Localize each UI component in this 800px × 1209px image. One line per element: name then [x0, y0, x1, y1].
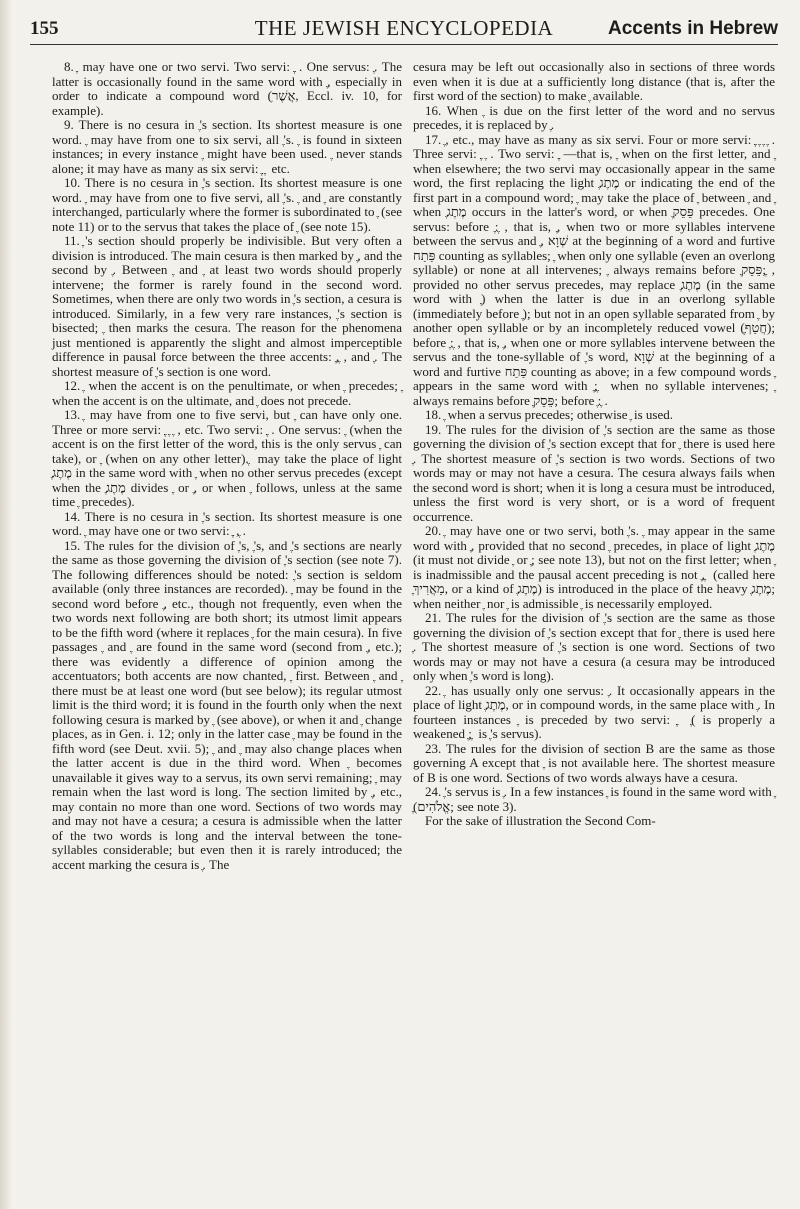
running-title: THE JEWISH ENCYCLOPEDIA	[254, 16, 554, 40]
paragraph: 24. ֶ's servus is ֶ. In a few instances ֶ is found in the same word with ֶ (ֶאֱלֹהִים; see note 3).	[413, 784, 775, 814]
page-header	[30, 12, 778, 52]
paragraph: 8. ֶ may have one or two servi. Two servi: ֶ ֶ. One servus: ֶ. The latter is occasionally found in the same word with ֶ, especially in order to indicate a compound word (ֽאֲשֶׁר, Eccl. iv. 10, for example).	[52, 59, 402, 118]
paragraph: cesura may be left out occasionally also in sections of three words even when it is due at a sufficiently long distance (that is, after the first word of the section) to make ֶ available.	[413, 59, 775, 103]
paragraph: 17. ֶ, etc., may have as many as six servi. Four or more servi: ֶ ֶ ֶ ֶ ֶ. Three servi: ֶ ֶ ֶ. Two servi: ֶ ֶ—that is, ֶ when on the first letter, and ֶ when elsewhere; the two servi may occasionally appear in the same word, the first replacing the light ֶמֶתֶג or indicating the end of the first part in a compound word; ֶ may take the place of ֶ between ֶ and ֶ when ֶמֶתֶג occurs in the latter's word, or when ֶפֵּסֵק precedes. One servus: before ֶ: ֶ, that is, ֶ, when two or more syllables intervene between the servus and ֶ, שְׁוָא at the beginning of a word and furtive פַּתַח counting as syllables; ֶ when only one syllable (even an overlong syllable) or none at all intervenes; ֶ always remains before ֶפֵּסֵק; ֶ, provided no other servus precedes, may replace ֶמֶתֶג (in the same word with ֶ) when the latter is due in an overlong syllable (immediately before ֶ); but not in an open syllable separated from ֶ by another open syllable or by an incompletely reduced vowel (ֶחֲטַף); before ֶ: ֶ, that is, ֶ, when one or more syllables intervene between the servus and the tone-syllable of ֶ's word, שְׁוָא at the beginning of a word and furtive פַּתַח counting as above; in a few compound words ֶ appears in the same word with ֶ; ֶ when no syllable intervenes; ֶ always remains before ֶפֵּסֵק; before ֶ: ֶ.	[413, 131, 775, 408]
paragraph: 21. The rules for the division of ֶ's section are the same as those governing the division of ֶ's section except that for ֶ there is used here ֶ. The shortest measure of ֶ's section is one word. Sections of two words may or may not have a cesura (a cesura may be introduced only when ֶ's word is long).	[413, 610, 775, 683]
paragraph: 23. The rules for the division of section B are the same as those governing A except that ֶ is not available here. The shortest measure of B is one word. Sections of two words always have a cesura.	[413, 740, 775, 785]
paragraph: 13. ֶ may have from one to five servi, but ֶ can have only one. Three or more servi: ֶ ֶ ֶ ֶ, etc. Two servi: ֶ ֶ. One servus: ֶ (when the accent is on the first letter of the word, this is the only servus ֶ can take), or ֶ (when on any other letter). ֶ may take the place of light ֶמֶתֶג in the same word with ֶ when no other servus precedes (except when the ֶמֶתֶג divides ֶ or ֶ, or when ֶ follows, unless at the same time ֶ precedes).	[52, 407, 403, 509]
page-number: 155	[30, 18, 59, 39]
paragraph: 14. There is no cesura in ֶ's section. Its shortest measure is one word. ֶ may have one or two servi: ֶ ֶ, ֶ.	[52, 508, 402, 538]
paragraph: 11. ֶ's section should properly be indivisible. But very often a division is introduced. The main cesura is then marked by ֶ, and the second by ֶ. Between ֶ and ֶ at least two words should properly intervene; the former is rarely found in the second word. Sometimes, when there are only two words in ֶ's section, a cesura is introduced. Similarly, in a few very rare instances, ֶ's section is bisected; ֶ then marks the cesura. The reason for the phenomena just mentioned is apparently the slight and almost imperceptible difference in pausal force between the three accents: ֶ, ֶ, and ֶ. The shortest measure of ֶ's section is one word.	[52, 233, 402, 379]
paragraph: 10. There is no cesura in ֶ's section. Its shortest measure is one word. ֶ may have from one to five servi, all ֶ's. ֶ and ֶ are constantly interchanged, particularly where the former is subordinated to ֶ (see note 11) or to the servus that takes the place of ֶ (see note 15).	[52, 175, 402, 234]
paragraph: 18. ֶ when a servus precedes; otherwise ֶ is used.	[425, 407, 674, 422]
paragraph: 22. ֶ has usually only one servus: ֶ. It occasionally appears in the place of light ֶמֶתֶג, or in compound words, in the same place with ֶ. In fourteen instances ֶ is preceded by two servi: ֶ ֶ (ֶ is properly a weakened ֶ; ֶ is ֶ's servus).	[413, 682, 775, 741]
paragraph: 20. ֶ may have one or two servi, both ֶ's. ֶ may appear in the same word with ֶ, provided that no second ֶ precedes, in place of light ֶמֶתֶג (it must not divide ֶ or ֶ; see note 13), but not on the first letter; when ֶ is inadmissible and the pausal accent preceding is not ֶ, ֶ (called here ֶמַאֲרִיךְ, or a kind of ֶמֶתֶג) is introduced in the place of the heavy ֶמֶתֶג; when neither ֶ nor ֶ is admissible ֶ is necessarily employed.	[413, 523, 775, 611]
paragraph: 15. The rules for the division of ֶ's, ֶ's, and ֶ's sections are nearly the same as those governing the division of ֶ's section (see note 7). The following differences should be noted: ֶ's section is seldom available (only three instances are recorded). ֶ may be found in the second word before ֶ, etc., though not frequently, even when the two words next following are both short; its utmost limit appears to be the fifth word (where it replaces ֶ for the main cesura). In five passages ֶ and ֶ are found in the same word (second from ֶ, etc.); there was evidently a difference of opinion among the accentuators; both accents are now chanted, ֶ first. Between ֶ and ֶ there must be at least one word (but see below); its regular utmost limit is the third word; it is found in the fourth only when the next following cesura is marked by ֶ (see above), or when it and ֶ change places, as in Gen. i. 12; only in the latter case ֶ may be found in the fifth word (see Deut. xvii. 5); ֶ and ֶ may also change places when the latter accent is due in the third word. When ֶ becomes unavailable it gives way to a servus, its own servi remaining; ֶ may remain when the last word is long. The section limited by ֶ, etc., may contain no more than one word. Sections of two words may and may not have a cesura; a cesura is admissible when the latter of the two words is long and the interval between the tone-syllables considerable; but even then it is rarely introduced; the accent marking the cesura is ֶ. The	[52, 537, 402, 872]
paragraph: 19. The rules for the division of ֶ's section are the same as those governing the division of ֶ's section except that for ֶ there is used here ֶ. The shortest measure of ֶ's section is two words. Sections of two words may or may not have a cesura. The cesura always fails when the second word is short; when it is long a cesura must be introduced, unless the first word is very short, or is a word of frequent occurrence.	[413, 421, 775, 524]
paragraph: For the sake of illustration the Second Com-	[425, 813, 656, 828]
scan-edge-shadow	[0, 0, 12, 1209]
paragraph: 12. ֶ when the accent is on the penultimate, or when ֶ precedes; ֶ when the accent is on the ultimate, and ֶ does not precede.	[52, 378, 402, 408]
header-rule	[30, 44, 778, 45]
paragraph: 9. There is no cesura in ֶ's section. Its shortest measure is one word. ֶ may have from one to six servi, all ֶ's. ֶ is found in sixteen instances; in every instance ֶ might have been used. ֶ never stands alone; it may have as many as six servi: ֶ ֶ ֶ etc.	[52, 117, 402, 176]
section-title: Accents in Hebrew	[608, 18, 778, 39]
right-column	[413, 60, 775, 829]
left-column	[52, 60, 402, 872]
paragraph: 16. When ֶ is due on the first letter of the word and no servus precedes, it is replaced by ֶ.	[413, 102, 775, 132]
